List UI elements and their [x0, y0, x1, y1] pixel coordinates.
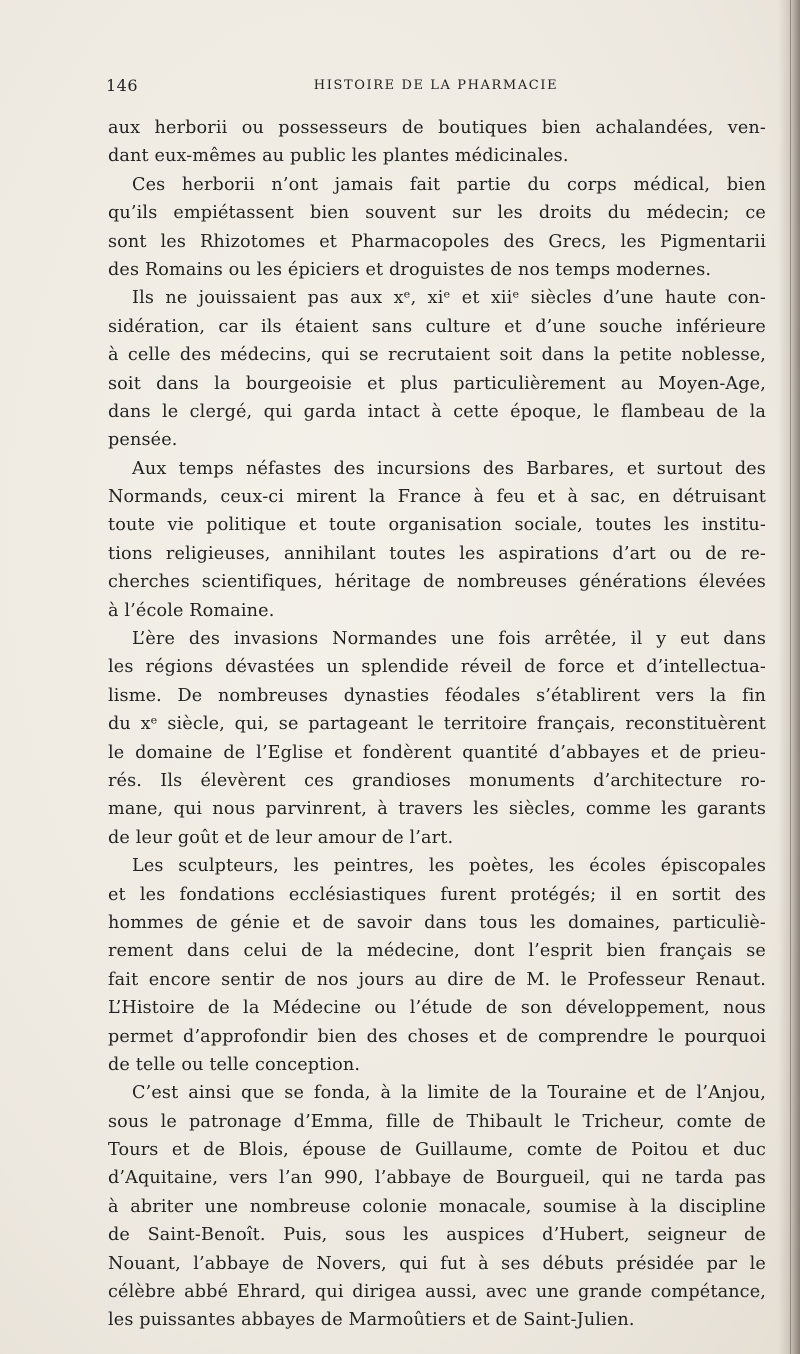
body-text — [108, 114, 766, 1335]
text-line: de telle ou telle conception. — [108, 1054, 361, 1075]
text-line: qu’ils empiétassent bien souvent sur les droits du médecin; ce — [108, 203, 766, 224]
text-line: fait encore sentir de nos jours au dire de M. le Professeur Renaut. — [108, 969, 766, 990]
text-line: à l’école Romaine. — [108, 600, 275, 621]
text-line: sidération, car ils étaient sans culture et d’une souche inférieure — [108, 316, 766, 337]
text-line: pensée. — [108, 430, 178, 451]
text-line: aux herborii ou possesseurs de boutiques bien achalandées, ven- — [108, 118, 766, 138]
text-line: L’Histoire de la Médecine ou l’étude de son développement, nous — [108, 998, 766, 1019]
text-line: de leur goût et de leur amour de l’art. — [108, 827, 454, 848]
text-line: mane, qui nous parvinrent, à travers les siècles, comme les garants — [108, 799, 766, 820]
text-line: d’Aquitaine, vers l’an 990, l’abbaye de Bourgueil, qui ne tarda pas — [108, 1168, 766, 1189]
text-line: Normands, ceux-ci mirent la France à feu et à sac, en détruisant — [108, 487, 766, 508]
text-line: sont les Rhizotomes et Pharmacopoles des Grecs, les Pigmentarii — [108, 231, 766, 252]
text-line: à abriter une nombreuse colonie monacale, soumise à la discipline — [108, 1196, 766, 1217]
text-line: Les sculpteurs, les peintres, les poètes, les écoles épiscopales — [132, 856, 766, 877]
text-line: cherches scientifiques, héritage de nombreuses générations élevées — [108, 572, 766, 593]
text-line: à celle des médecins, qui se recrutaient soit dans la petite noblesse, — [108, 345, 766, 366]
page-number: 146 — [106, 76, 139, 95]
text-line: rés. Ils élevèrent ces grandioses monuments d’architecture ro- — [108, 770, 766, 791]
page-edge — [790, 0, 791, 1354]
text-line: rement dans celui de la médecine, dont l’esprit bien français se — [108, 941, 766, 962]
text-line: Tours et de Blois, épouse de Guillaume, comte de Poitou et duc — [108, 1140, 766, 1161]
text-line: du xᵉ siècle, qui, se partageant le territoire français, reconstituèrent — [108, 714, 766, 735]
text-line: Nouant, l’abbaye de Novers, qui fut à ses débuts présidée par le — [108, 1253, 766, 1274]
text-line: et les fondations ecclésiastiques furent protégés; il en sortit des — [108, 884, 766, 905]
binding-shadow — [778, 0, 800, 1354]
text-line: Ils ne jouissaient pas aux xᵉ, xiᵉ et xiiᵉ siècles d’une haute con- — [132, 288, 766, 309]
text-line: hommes de génie et de savoir dans tous les domaines, particuliè- — [108, 912, 766, 933]
text-line: tions religieuses, annihilant toutes les aspirations d’art ou de re- — [108, 543, 766, 564]
text-line: sous le patronage d’Emma, fille de Thibault le Tricheur, comte de — [108, 1111, 766, 1132]
text-line: L’ère des invasions Normandes une fois arrêtée, il y eut dans — [132, 629, 766, 650]
text-line: les puissantes abbayes de Marmoûtiers et de Saint-Julien. — [108, 1310, 635, 1331]
text-line: célèbre abbé Ehrard, qui dirigea aussi, avec une grande compétance, — [108, 1282, 766, 1303]
text-line: permet d’approfondir bien des choses et de comprendre le pourquoi — [108, 1026, 766, 1047]
text-line: Aux temps néfastes des incursions des Barbares, et surtout des — [132, 458, 766, 479]
text-line: lisme. De nombreuses dynasties féodales s’établirent vers la fin — [108, 685, 766, 706]
text-line: le domaine de l’Eglise et fondèrent quantité d’abbayes et de prieu- — [108, 742, 766, 763]
text-line: des Romains ou les épiciers et droguistes de nos temps modernes. — [108, 259, 712, 280]
text-line: C’est ainsi que se fonda, à la limite de la Touraine et de l’Anjou, — [132, 1083, 766, 1104]
text-line: dans le clergé, qui garda intact à cette époque, le flambeau de la — [108, 401, 766, 422]
text-line: toute vie politique et toute organisation sociale, toutes les institu- — [108, 515, 766, 536]
text-line: dant eux-mêmes au public les plantes médicinales. — [108, 146, 569, 167]
text-line: les régions dévastées un splendide réveil de force et d’intellectua- — [108, 657, 766, 678]
running-header — [106, 76, 766, 98]
text-line: Ces herborii n’ont jamais fait partie du corps médical, bien — [132, 174, 766, 195]
text-line: soit dans la bourgeoisie et plus particulièrement au Moyen-Age, — [108, 373, 766, 394]
running-title: HISTOIRE DE LA PHARMACIE — [313, 78, 559, 93]
text-line: de Saint-Benoît. Puis, sous les auspices d’Hubert, seigneur de — [108, 1225, 766, 1246]
